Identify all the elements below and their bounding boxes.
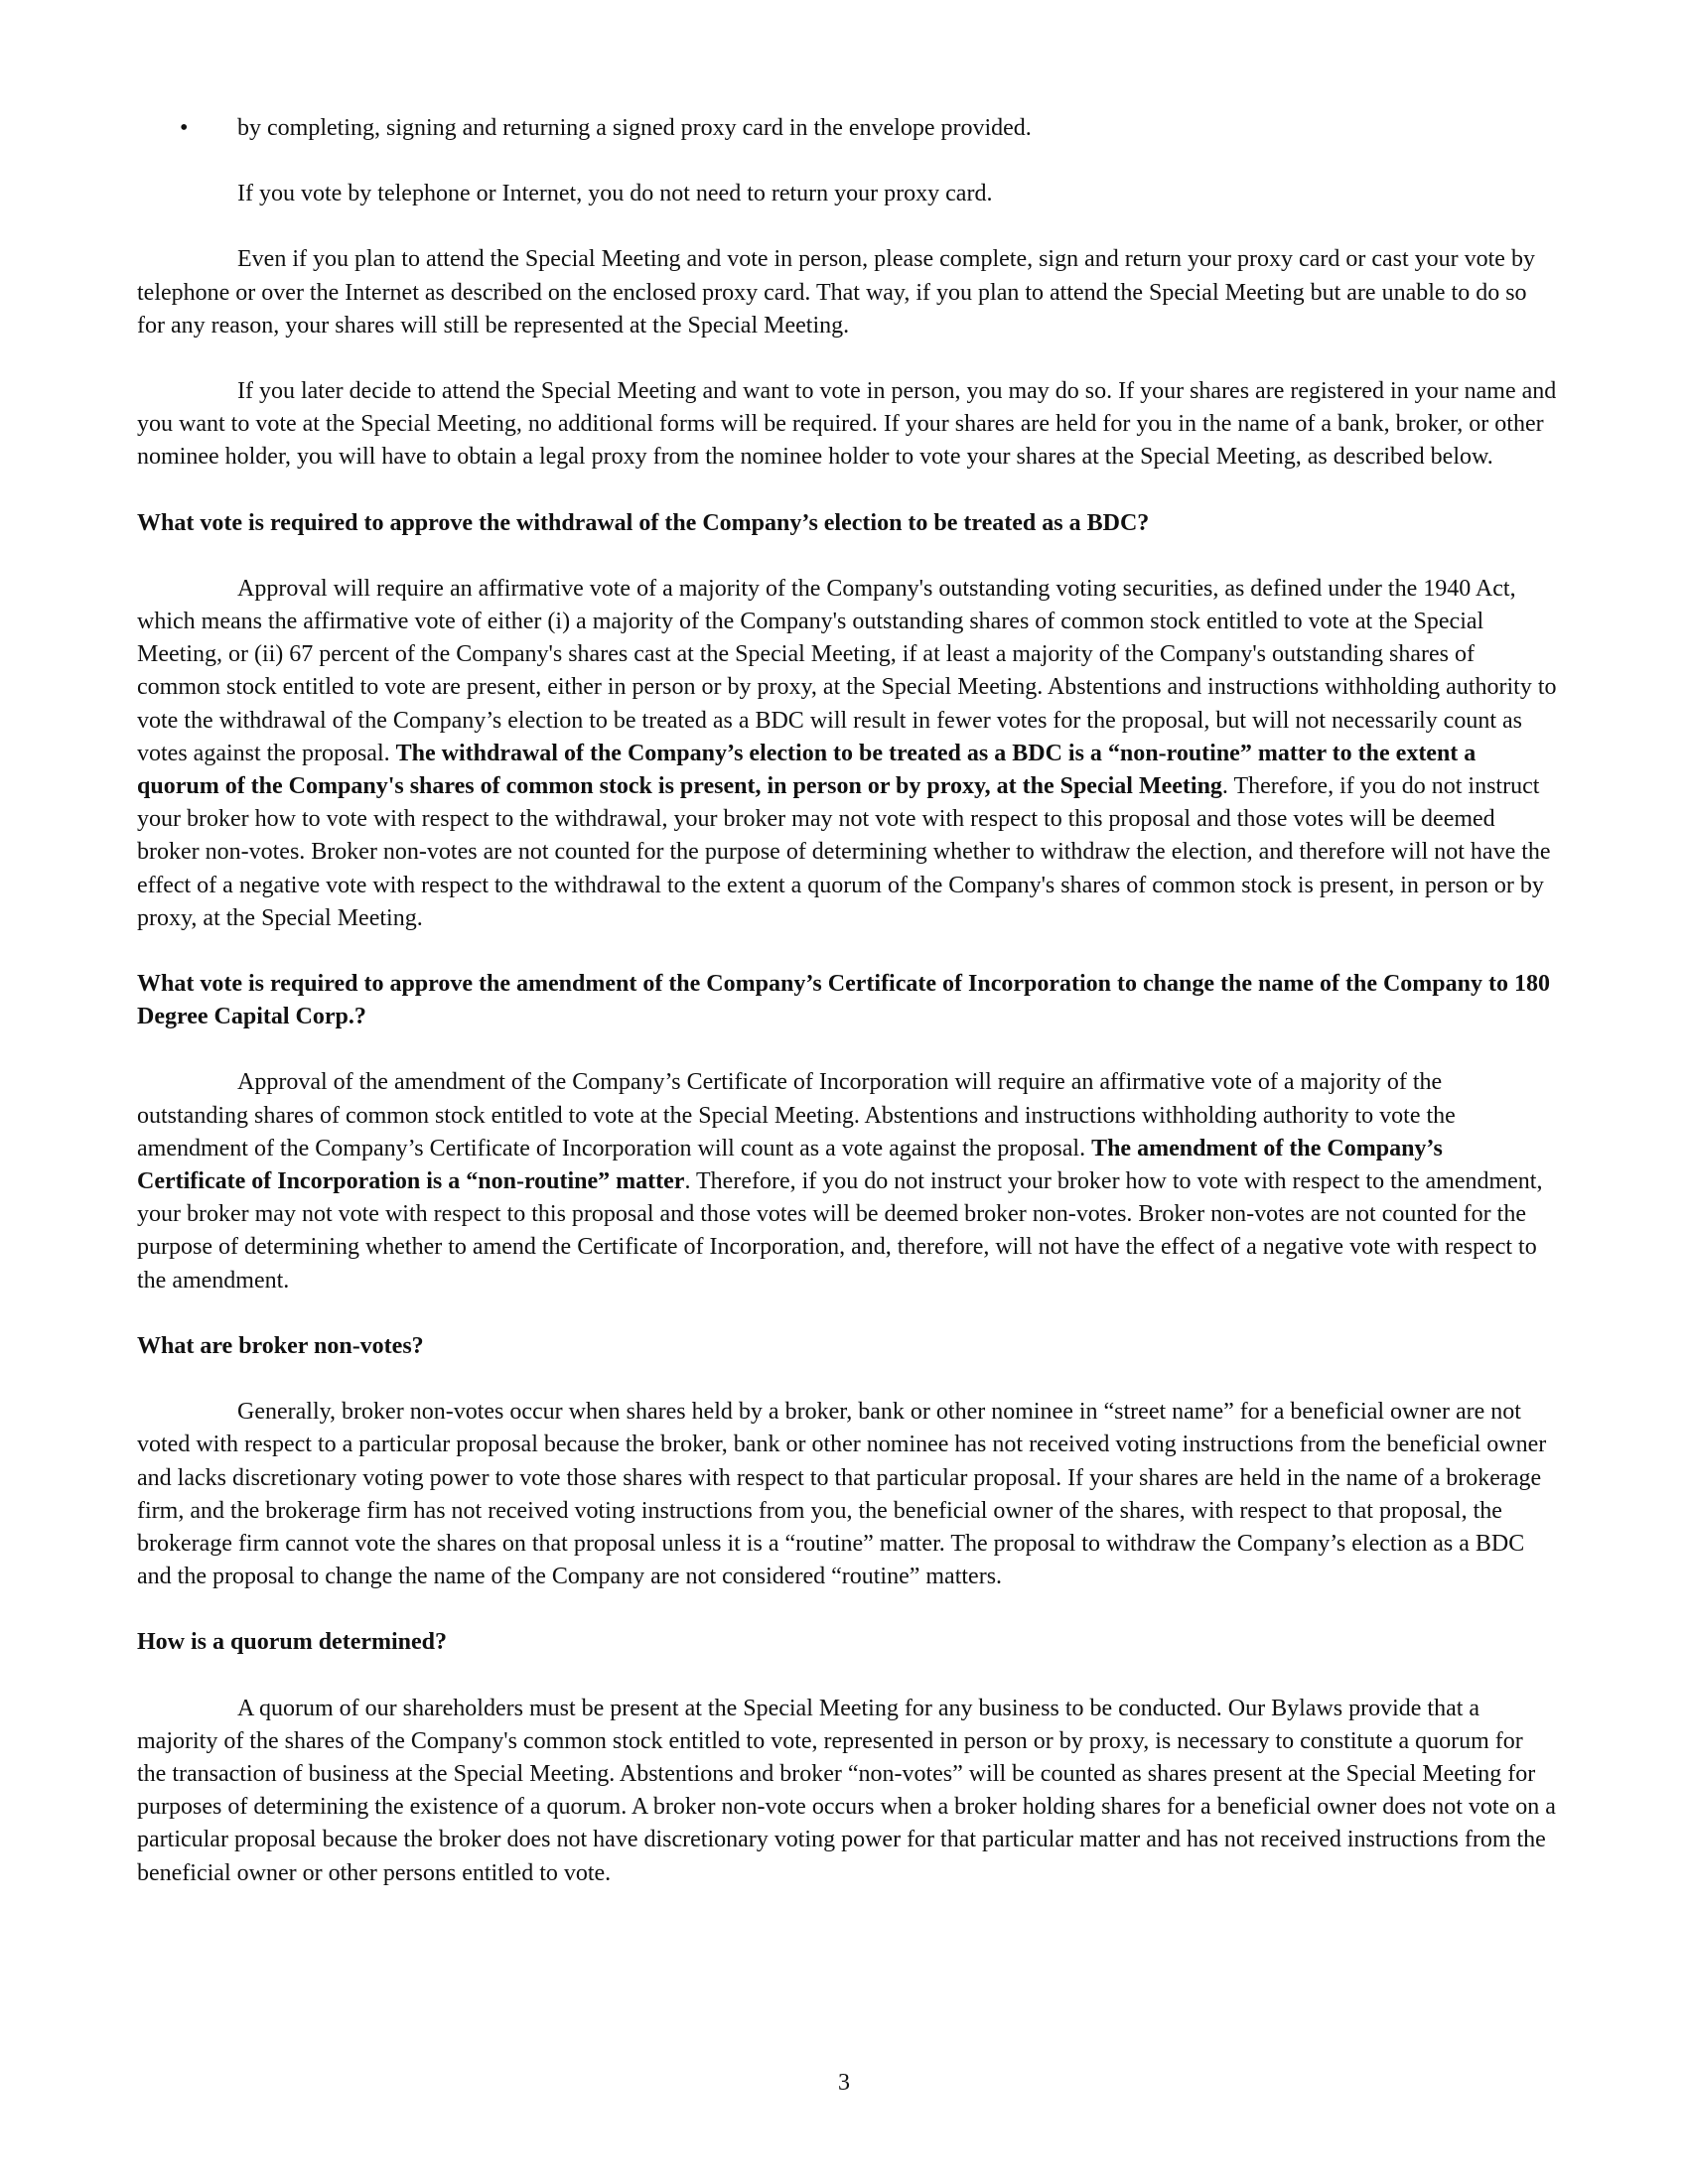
heading-broker-non-votes: What are broker non-votes? [137, 1332, 424, 1359]
spacer [137, 1297, 1557, 1330]
heading-quorum: How is a quorum determined? [137, 1629, 447, 1656]
page-content [137, 112, 1557, 1890]
spacer [137, 1363, 1557, 1396]
paragraph-later-decide: If you later decide to attend the Special Meeting and want to vote in person, you may do so. If your shares are registered in your name and you want to vote at the Special Meeting, no additional forms will be required. If your shares are held for you in the name of a bank, broker, or other nominee holder, you will have to obtain a legal proxy from the nominee holder to vote your shares at the Special Meeting, as described below. [137, 378, 1557, 471]
spacer [137, 1033, 1557, 1066]
name-text-2: . Therefore, if you do not instruct your broker how to vote with respect to the amendment, your broker may not vote with respect to this proposal and those votes will be deemed broker non-votes. Broker non-votes are not counted for the purpose of determining whether to amend the Certificate of Incorporation, and, therefore, will not have the effect of a negative vote with respect to the amendment. [137, 1168, 1543, 1294]
paragraph-bdc-vote [137, 573, 1557, 935]
bullet-text: by completing, signing and returning a signed proxy card in the envelope provided. [237, 115, 1032, 141]
bullet-icon: • [180, 115, 189, 141]
spacer [137, 342, 1557, 375]
spacer [137, 145, 1557, 178]
paragraph-even-if: Even if you plan to attend the Special Meeting and vote in person, please complete, sign and return your proxy card or cast your vote by telephone or over the Internet as described on the enclosed proxy card. That way, if you plan to attend the Special Meeting but are unable to do so for any reason, your shares will still be represented at the Special Meeting. [137, 246, 1535, 339]
bdc-text-2: . Therefore, if you do not instruct your broker how to vote with respect to the withdrawal, your broker may not vote with respect to this proposal and those votes will be deemed broker non-votes. Broker non-votes are not counted for the purpose of determining whether to withdraw the election, and therefore will not have the effect of a negative vote with respect to the withdrawal to the extent a quorum of the Company's shares of common stock is present, in person or by proxy, at the Special Meeting. [137, 773, 1551, 931]
paragraph-name-change-vote [137, 1066, 1557, 1297]
name-bold-text: The amendment of the Company’s Certificate of Incorporation is a “non-routine” matter [137, 1135, 1443, 1195]
paragraph-quorum: A quorum of our shareholders must be present at the Special Meeting for any business to be conducted. Our Bylaws provide that a majority of the shares of the Company's common stock entitled to vote, represented in person or by proxy, is necessary to constitute a quorum for the transaction of business at the Special Meeting. Abstentions and broker “non-votes” will be counted as shares present at the Special Meeting for purposes of determining the existence of a quorum. A broker non-vote occurs when a broker holding shares for a beneficial owner does not vote on a particular proposal because the broker does not have discretionary voting power for that particular matter and has not received instructions from the beneficial owner or other persons entitled to vote. [137, 1695, 1556, 1886]
bullet-item [137, 112, 1557, 145]
page-number: 3 [838, 2070, 850, 2096]
paragraph-telephone: If you vote by telephone or Internet, you do not need to return your proxy card. [237, 181, 993, 207]
spacer [137, 210, 1557, 243]
spacer [137, 1660, 1557, 1693]
bdc-bold-text: The withdrawal of the Company’s election to be treated as a BDC is a “non-routine” matter to the extent a quorum of the Company's shares of common stock is present, in person or by proxy, at the Special Meeting [137, 740, 1477, 800]
bdc-text-1: Approval will require an affirmative vote of a majority of the Company's outstanding voting securities, as defined under the 1940 Act, which means the affirmative vote of either (i) a majority of the Company's outstanding shares of common stock entitled to vote at the Special Meeting, or (ii) 67 percent of the Company's shares cast at the Special Meeting, if at least a majority of the Company's outstanding shares of common stock entitled to vote are present, either in person or by proxy, at the Special Meeting. Abstentions and instructions withholding authority to vote the withdrawal of the Company’s election to be treated as a BDC will result in fewer votes for the proposal, but will not necessarily count as votes against the proposal. [137, 575, 1557, 766]
heading-name-change-vote: What vote is required to approve the amendment of the Company’s Certificate of Incorporation to change the name of the Company to 180 Degree Capital Corp.? [137, 971, 1550, 1030]
spacer [137, 935, 1557, 968]
spacer [137, 540, 1557, 573]
name-text-1: Approval of the amendment of the Company’s Certificate of Incorporation will require an affirmative vote of a majority of the outstanding shares of common stock entitled to vote at the Special Meeting. Abstentions and instructions withholding authority to vote the amendment of the Company’s Certificate of Incorporation will count as a vote against the proposal. [137, 1069, 1456, 1161]
paragraph-broker-non-votes: Generally, broker non-votes occur when shares held by a broker, bank or other nominee in “street name” for a beneficial owner are not voted with respect to a particular proposal because the broker, bank or other nominee has not received voting instructions from the beneficial owner and lacks discretionary voting power to vote those shares with respect to that particular proposal. If your shares are held in the name of a brokerage firm, and the brokerage firm has not received voting instructions from you, the beneficial owner of the shares, with respect to that proposal, the brokerage firm cannot vote the shares on that proposal unless it is a “routine” matter. The proposal to withdraw the Company’s election as a BDC and the proposal to change the name of the Company are not considered “routine” matters. [137, 1399, 1547, 1590]
heading-bdc-vote: What vote is required to approve the withdrawal of the Company’s election to be treated as a BDC? [137, 509, 1150, 536]
spacer [137, 1593, 1557, 1626]
spacer [137, 475, 1557, 507]
